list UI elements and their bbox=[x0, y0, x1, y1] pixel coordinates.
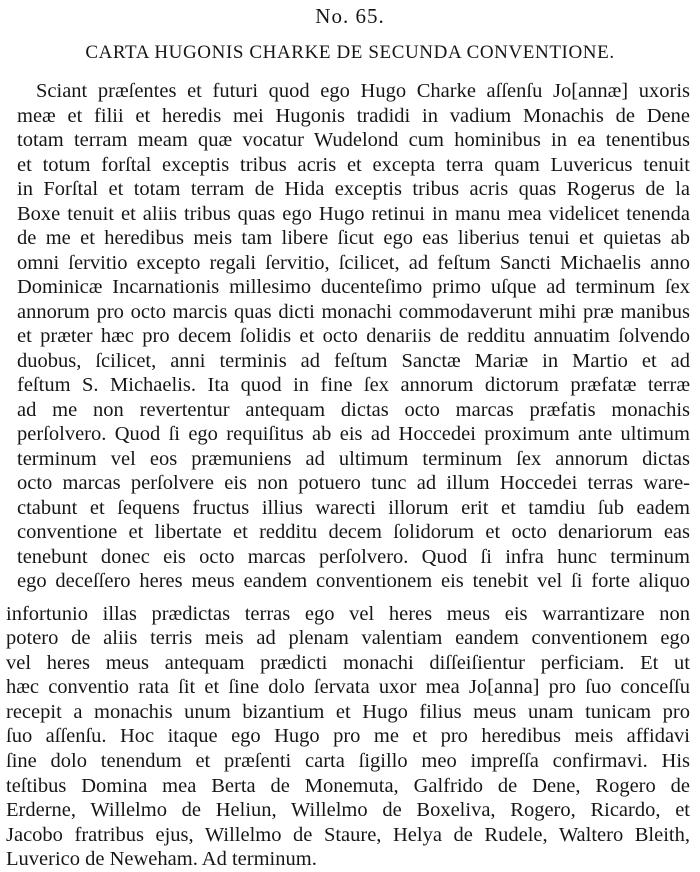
text-line: annorum pro octo marcis quas dicti monachi commodaverunt mihi præ manibus bbox=[17, 300, 690, 323]
text-line: Boxe tenuit et aliis tribus quas ego Hugo retinui in manu mea videlicet tenenda bbox=[17, 202, 690, 225]
text-line: ctabunt et ſequens fructus illius warecti illorum erit et tamdiu ſub eadem bbox=[17, 496, 690, 519]
text-line: recepit a monachis unum bizantium et Hugo filius meus unam tunicam pro bbox=[6, 700, 690, 723]
text-line: in Forſtal et totam terram de Hida exceptis tribus acris quas Rogerus de la bbox=[17, 178, 690, 201]
text-line: hæc conventio rata ſit et ſine dolo ſervata uxor mea Jo[anna] pro ſuo conceſſu bbox=[6, 676, 690, 699]
text-line: potero de aliis terris meis ad plenam valentiam eandem conventionem ego bbox=[6, 627, 690, 650]
text-line: infortunio illas prædictas terras ego vel heres meus eis warrantizare non bbox=[6, 602, 690, 625]
text-line: conventione et libertate et redditu decem ſolidorum et octo denariorum eas bbox=[17, 521, 690, 544]
text-line: et totum forſtal exceptis tribus acris et excepta terra quam Luvericus tenuit bbox=[17, 153, 690, 176]
text-line: ſuo aſſenſu. Hoc itaque ego Hugo pro me et pro heredibus meis affidavi bbox=[6, 725, 690, 748]
text-line: feſtum S. Michaelis. Ita quod in fine ſex annorum dictorum præfatæ terræ bbox=[17, 374, 690, 397]
text-line: terminum vel eos præmuniens ad ultimum terminum ſex annorum dictas bbox=[17, 447, 690, 470]
text-line: omni ſervitio excepto regali ſervitio, ſcilicet, ad feſtum Sancti Michaelis anno bbox=[17, 251, 690, 274]
text-line: perſolvero. Quod ſi ego requiſitus ab eis ad Hoccedei proximum ante ultimum bbox=[17, 423, 690, 446]
document-title: CARTA HUGONIS CHARKE DE SECUNDA CONVENTIONE. bbox=[85, 42, 615, 63]
text-line: vel heres meus antequam prædicti monachi diſſeiſientur perficiam. Et ut bbox=[6, 651, 690, 674]
text-line: et præter hæc pro decem ſolidis et octo denariis de redditu annuatim ſolvendo bbox=[17, 325, 690, 348]
text-line: octo marcas perſolvere eis non potuero tunc ad illum Hoccedei terras ware- bbox=[17, 472, 690, 495]
text-line: Erderne, Willelmo de Heliun, Willelmo de Boxeliva, Rogero, Ricardo, et bbox=[6, 799, 690, 821]
text-line: totam terram meam quæ vocatur Wudelond cum hominibus in ea tenentibus bbox=[17, 129, 690, 151]
text-line: Luverico de Neweham. Ad terminum. bbox=[6, 848, 317, 870]
document-number: No. 65. bbox=[315, 4, 385, 28]
text-line: teſtibus Domina mea Berta de Monemuta, Galfrido de Dene, Rogero de bbox=[6, 774, 690, 797]
text-line: de me et heredibus meis tam libere ſicut ego eas liberius tenui et quietas ab bbox=[17, 227, 690, 250]
text-line: ego deceſſero heres meus eandem conventionem eis tenebit vel ſi forte aliquo bbox=[17, 570, 690, 593]
text-line: ſine dolo tenendum et præſenti carta ſigillo meo impreſſa confirmavi. His bbox=[6, 749, 690, 772]
text-line: Jacobo fratribus ejus, Willelmo de Staure, Helya de Rudele, Waltero Bleith, bbox=[6, 823, 690, 846]
text-line: tenebunt donec eis octo marcas perſolvero. Quod ſi infra hunc terminum bbox=[17, 545, 690, 568]
text-line: meæ et filii et heredis mei Hugonis tradidi in vadium Monachis de Dene bbox=[17, 104, 690, 127]
text-line: duobus, ſcilicet, anni terminis ad feſtum Sanctæ Mariæ in Martio et ad bbox=[17, 349, 690, 372]
text-line: ad me non revertentur antequam dictas octo marcas præfatis monachis bbox=[17, 398, 690, 421]
text-line: Dominicæ Incarnationis millesimo ducenteſimo primo uſque ad terminum ſex bbox=[17, 276, 690, 299]
text-line: Sciant præſentes et futuri quod ego Hugo Charke aſſenſu Jo[annæ] uxoris bbox=[36, 80, 690, 102]
